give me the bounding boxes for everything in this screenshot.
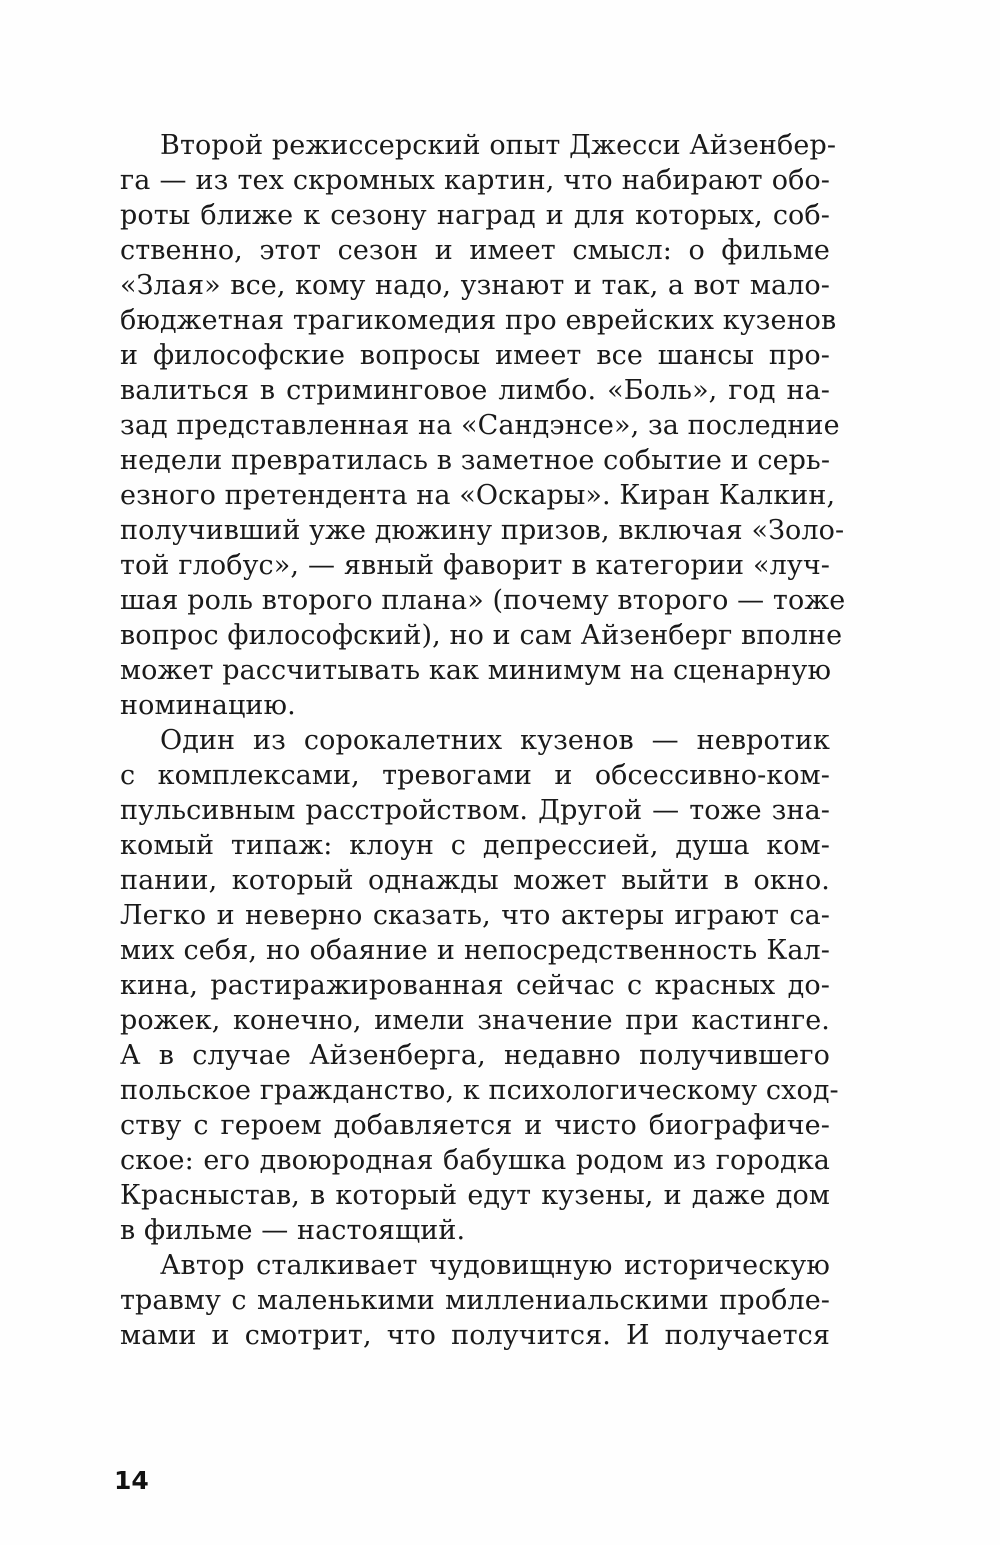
paragraph-2 <box>120 723 839 1248</box>
text-line: Один из сорокалетних кузенов — невротик <box>160 725 830 756</box>
text-line: «Злая» все, кому надо, узнают и так, а вот мало- <box>120 270 830 301</box>
text-line: вопрос философский), но и сам Айзенберг вполне <box>120 620 843 651</box>
text-line: с комплексами, тревогами и обсессивно-ком- <box>120 760 830 791</box>
paragraph-1 <box>120 128 846 723</box>
text-line: мами и смотрит, что получится. И получается <box>120 1320 830 1351</box>
text-line: кина, растиражированная сейчас с красных до- <box>120 970 830 1001</box>
text-line: шая роль второго плана» (почему второго — тоже <box>120 585 846 616</box>
text-line: ственно, этот сезон и имеет смысл: о фильме <box>120 235 830 266</box>
text-line: травму с маленькими миллениальскими пробле- <box>120 1285 830 1316</box>
text-line: рожек, конечно, имели значение при кастинге. <box>120 1005 830 1036</box>
text-line: А в случае Айзенберга, недавно получившего <box>120 1040 830 1071</box>
text-line: в фильме — настоящий. <box>120 1215 466 1246</box>
text-line: номинацию. <box>120 690 296 721</box>
text-line: той глобус», — явный фаворит в категории «луч- <box>120 550 830 581</box>
text-line: недели превратилась в заметное событие и серь- <box>120 445 831 476</box>
text-line: Второй режиссерский опыт Джесси Айзенбер- <box>160 130 837 161</box>
paragraph-3 <box>120 1248 830 1353</box>
text-line: пании, который однажды может выйти в окно. <box>120 865 830 896</box>
text-line: езного претендента на «Оскары». Киран Калкин, <box>120 480 836 511</box>
text-line: Красныстав, в который едут кузены, и даже дом <box>120 1180 830 1211</box>
text-line: роты ближе к сезону наград и для которых, соб- <box>120 200 830 231</box>
text-line: га — из тех скромных картин, что набирают обо- <box>120 165 830 196</box>
text-line: зад представленная на «Сандэнсе», за последние <box>120 410 840 441</box>
text-line: может рассчитывать как минимум на сценарную <box>120 655 832 686</box>
text-line: пульсивным расстройством. Другой — тоже зна- <box>120 795 830 826</box>
body-text <box>120 128 846 1353</box>
text-line: валиться в стриминговое лимбо. «Боль», год на- <box>120 375 830 406</box>
text-line: ству с героем добавляется и чисто биографиче- <box>120 1110 830 1141</box>
page-number: 14 <box>114 1466 149 1495</box>
text-line: комый типаж: клоун с депрессией, душа ком- <box>120 830 830 861</box>
text-line: мих себя, но обаяние и непосредственность Кал- <box>120 935 830 966</box>
text-line: ское: его двоюродная бабушка родом из городка <box>120 1145 830 1176</box>
text-line: Легко и неверно сказать, что актеры играют са- <box>120 900 830 931</box>
text-line: Автор сталкивает чудовищную историческую <box>160 1250 830 1281</box>
text-line: польское гражданство, к психологическому сход- <box>120 1075 839 1106</box>
text-line: и философские вопросы имеет все шансы про- <box>120 340 830 371</box>
text-line: бюджетная трагикомедия про еврейских кузенов <box>120 305 837 336</box>
text-line: получивший уже дюжину призов, включая «Золо- <box>120 515 845 546</box>
